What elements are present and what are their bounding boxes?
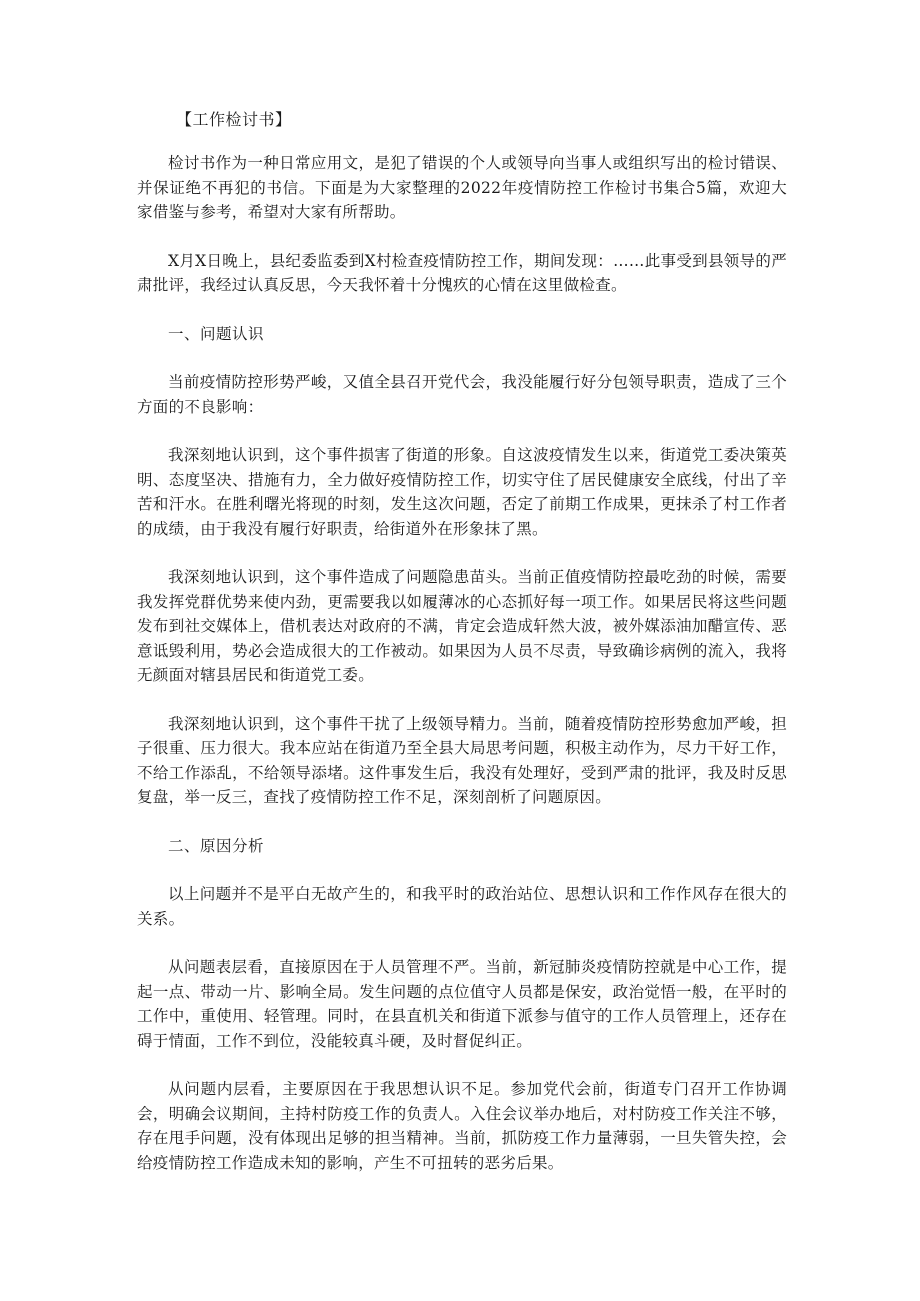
section-heading-cause: 二、原因分析 (168, 836, 265, 855)
document-title: 【工作检讨书】 (176, 110, 292, 129)
document-body (137, 151, 787, 1199)
section1-paragraph-risk: 我深刻地认识到，这个事件造成了问题隐患苗头。当前正值疫情防控最吃劲的时候，需要我发挥党群优势来使内劲，更需要我以如履薄冰的心态抓好每一项工作。如果居民将这些问题发布到社交媒体上，借机表达对政府的不满，肯定会造成轩然大波，被外媒添油加醋宣传、恶意诋毁利用，势必会造成很大的工作被动。如果因为人员不尽责，导致确诊病例的流入，我将无颜面对辖县居民和街道党工委。 (137, 568, 787, 684)
section1-paragraph-leadership: 我深刻地认识到，这个事件干扰了上级领导精力。当前，随着疫情防控形势愈加严峻，担子很重、压力很大。我本应站在街道乃至全县大局思考问题，积极主动作为，尽力干好工作，不给工作添乱，不给领导添堵。这件事发生后，我没有处理好，受到严肃的批评，我及时反思复盘，举一反三，查找了疫情防控工作不足，深刻剖析了问题原因。 (137, 714, 787, 806)
section1-paragraph-image: 我深刻地认识到，这个事件损害了街道的形象。自这波疫情发生以来，街道党工委决策英明、态度坚决、措施有力，全力做好疫情防控工作，切实守住了居民健康安全底线，付出了辛苦和汗水。在胜利曙光将现的时刻，发生这次问题，否定了前期工作成果，更抹杀了村工作者的成绩，由于我没有履行好职责，给街道外在形象抹了黑。 (137, 446, 787, 538)
intro-paragraph: 检讨书作为一种日常应用文，是犯了错误的个人或领导向当事人或组织写出的检讨错误、并保证绝不再犯的书信。下面是为大家整理的2022年疫情防控工作检讨书集合5篇，欢迎大家借鉴与参考，希望对大家有所帮助。 (137, 154, 787, 221)
section2-paragraph-inner: 从问题内层看，主要原因在于我思想认识不足。参加党代会前，街道专门召开工作协调会，明确会议期间，主持村防疫工作的负责人。入住会议举办地后，对村防疫工作关注不够，存在甩手问题，没有体现出足够的担当精神。当前，抓防疫工作力量薄弱，一旦失管失控，会给疫情防控工作造成未知的影响，产生不可扭转的恶劣后果。 (137, 1080, 787, 1172)
section-heading-problem: 一、问题认识 (168, 324, 265, 343)
opening-paragraph: X月X日晚上，县纪委监委到X村检查疫情防控工作，期间发现：……此事受到县领导的严肃批评，我经过认真反思，今天我怀着十分愧疚的心情在这里做检查。 (137, 251, 787, 294)
section2-paragraph-surface: 从问题表层看，直接原因在于人员管理不严。当前，新冠肺炎疫情防控就是中心工作，提起一点、带动一片、影响全局。发生问题的点位值守人员都是保安，政治觉悟一般，在平时的工作中，重使用、轻管理。同时，在县直机关和街道下派参与值守的工作人员管理上，还存在碍于情面，工作不到位，没能较真斗硬，及时督促纠正。 (137, 958, 787, 1050)
section2-intro-paragraph: 以上问题并不是平白无故产生的，和我平时的政治站位、思想认识和工作作风存在很大的关系。 (137, 885, 787, 928)
section1-intro-paragraph: 当前疫情防控形势严峻，又值全县召开党代会，我没能履行好分包领导职责，造成了三个方面的不良影响： (137, 373, 787, 416)
